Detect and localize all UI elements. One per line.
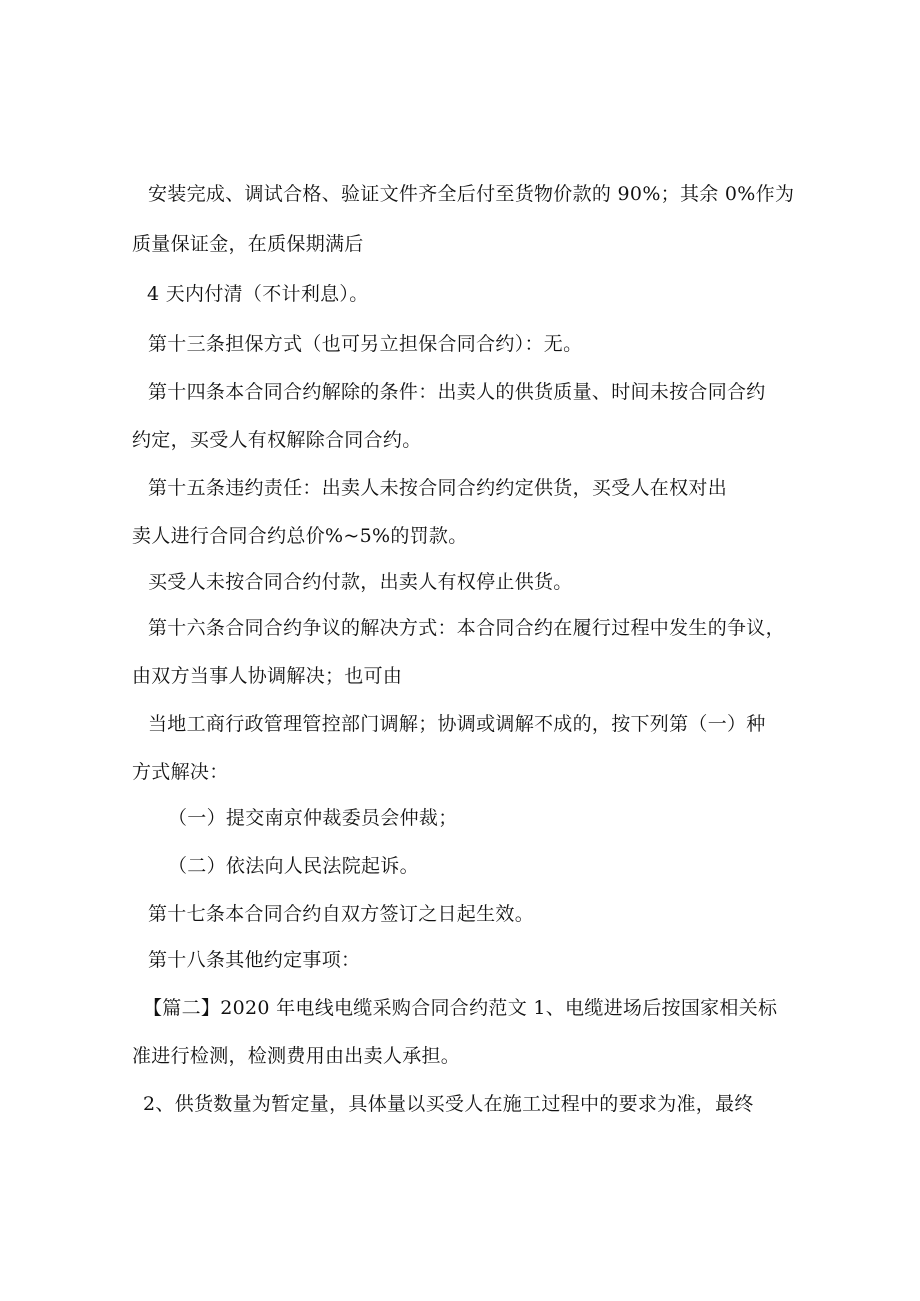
text-line-20: 2、供货数量为暂定量，具体量以买受人在施工过程中的要求为准，最终 [143, 1093, 754, 1115]
text-line-7: 第十五条违约责任：出卖人未按合同合约约定供货，买受人在权对出 [148, 477, 728, 499]
text-line-9: 买受人未按合同合约付款，出卖人有权停止供货。 [148, 571, 573, 593]
text-line-19: 准进行检测，检测费用由出卖人承担。 [132, 1045, 461, 1067]
text-line-4: 第十三条担保方式（也可另立担保合同合约）：无。 [148, 333, 583, 355]
text-line-18: 【篇二】2020 年电线电缆采购合同合约范文 1、电缆进场后按国家相关标 [143, 997, 778, 1019]
text-line-11: 由双方当事人协调解决；也可由 [132, 665, 403, 687]
text-line-6: 约定，买受人有权解除合同合约。 [132, 429, 422, 451]
text-line-14: （一）提交南京仲裁委员会仲裁； [168, 807, 458, 829]
text-line-16: 第十七条本合同合约自双方签订之日起生效。 [148, 903, 535, 925]
text-line-1: 安装完成、调试合格、验证文件齐全后付至货物价款的 90%；其余 0%作为 [148, 183, 795, 205]
text-line-13: 方式解决： [132, 761, 229, 783]
text-line-2: 质量保证金，在质保期满后 [132, 233, 364, 255]
text-line-5: 第十四条本合同合约解除的条件：出卖人的供货质量、时间未按合同合约 [148, 381, 766, 403]
text-line-8: 卖人进行合同合约总价%~5%的罚款。 [132, 525, 468, 547]
text-line-17: 第十八条其他约定事项： [148, 949, 361, 971]
text-line-15: （二）依法向人民法院起诉。 [168, 855, 419, 877]
text-line-12: 当地工商行政管理管控部门调解；协调或调解不成的，按下列第（一）种 [148, 713, 766, 735]
text-line-10: 第十六条合同合约争议的解决方式：本合同合约在履行过程中发生的争议， [148, 617, 785, 639]
text-line-3: 4 天内付清（不计利息）。 [147, 283, 369, 305]
